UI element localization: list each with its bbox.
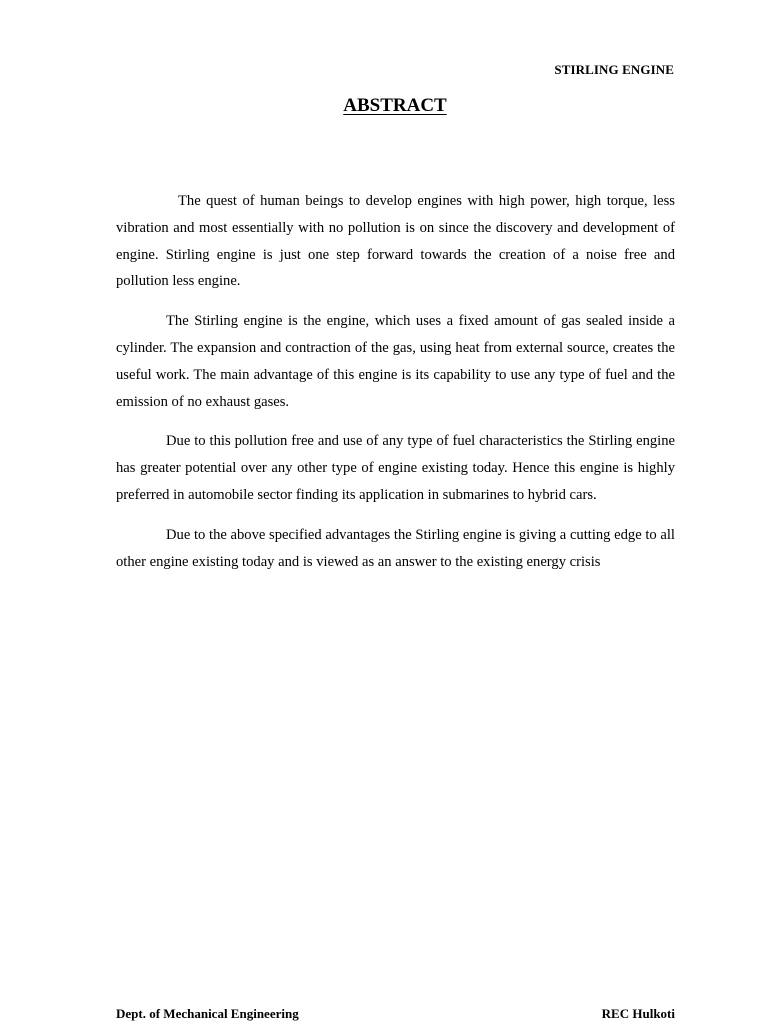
paragraph: Due to this pollution free and use of any type of fuel characteristics the Stirling engine has greater potential over any other type of engine existing today. Hence this engine is highly preferred in automobile sector finding its application in submarines to hybrid cars. xyxy=(116,433,675,503)
paragraph: The Stirling engine is the engine, which uses a fixed amount of gas sealed inside a cylinder. The expansion and contraction of the gas, using heat from external source, creates the useful work. The main advantage of this engine is its capability to use any type of fuel and the emission of no exhaust gases. xyxy=(116,313,675,410)
abstract-body xyxy=(116,188,675,588)
footer-department: Dept. of Mechanical Engineering xyxy=(116,1006,299,1021)
page-title: ABSTRACT xyxy=(343,95,447,116)
footer-institution: REC Hulkoti xyxy=(601,1006,675,1021)
running-header: STIRLING ENGINE xyxy=(554,62,674,77)
paragraph: The quest of human beings to develop engines with high power, high torque, less vibration and most essentially with no pollution is on since the discovery and development of engine. Stirling engine is just one step forward towards the creation of a noise free and pollution less engine. xyxy=(116,193,675,290)
paragraph: Due to the above specified advantages the Stirling engine is giving a cutting edge to all other engine existing today and is viewed as an answer to the existing energy crisis xyxy=(116,526,675,570)
